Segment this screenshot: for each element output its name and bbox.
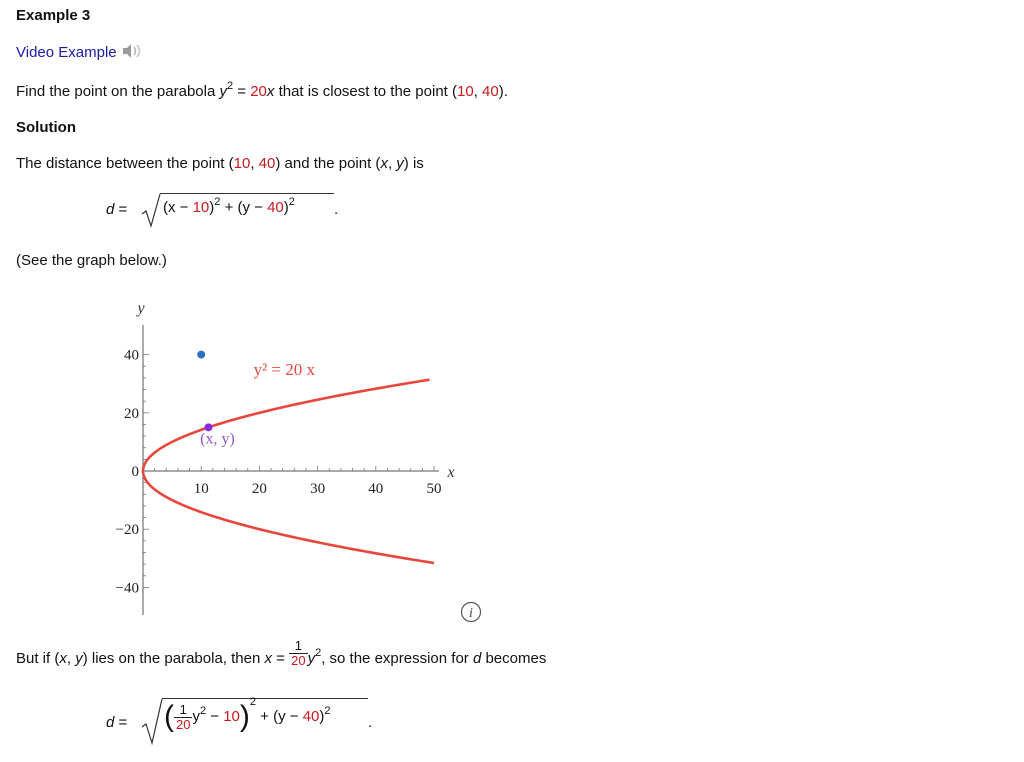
video-example-link[interactable]: Video Example [16, 44, 117, 61]
point-label: (x, y) [200, 430, 235, 448]
radical-bar-2 [162, 698, 368, 699]
x-tick-label: 10 [193, 481, 209, 497]
x-tick-label: 50 [426, 481, 442, 497]
problem-statement: Find the point on the parabola $y^2 = 20x$ that is closest to the point (10, 40). [16, 80, 508, 100]
fraction-one-twentieth: $\frac{1}{20}$ [291, 637, 306, 668]
y-tick-label: 20 [124, 405, 139, 422]
sqrt-symbol [140, 192, 162, 228]
substituted-formula: d = [106, 714, 128, 731]
distance-formula-radicand: $(x - 10)^2 + (y - 40)^2$ [163, 196, 295, 216]
formula2-period: . [368, 714, 373, 731]
distance-text: The distance between the point (10, 40) and the point (x, y) is [16, 155, 424, 172]
example-heading: Example 3 [16, 7, 91, 24]
radical-bar [160, 193, 334, 194]
distance-formula: d = [106, 201, 128, 218]
y-tick-label: 40 [124, 347, 139, 364]
svg-text:i: i [469, 606, 473, 621]
y-tick-label: 0 [131, 464, 139, 480]
y-axis-label: y [137, 300, 145, 317]
substituted-formula-radicand: ( $\frac{1}{20}$ $y^2 - 10)^2 + (y - 40)^2$ [164, 696, 331, 734]
see-graph-note: (See the graph below.) [16, 252, 167, 269]
formula1-period: . [334, 201, 339, 218]
x-tick-label: 20 [251, 481, 267, 497]
x-tick-label: 30 [310, 481, 326, 497]
curve-label: y² = 20 x [253, 359, 316, 379]
fraction-one-twentieth-2: $\frac{1}{20}$ [176, 701, 191, 732]
y-tick-label: −20 [115, 522, 139, 539]
x-axis-label: x [447, 464, 455, 481]
info-icon[interactable] [460, 601, 482, 623]
sqrt-symbol-2 [140, 697, 164, 745]
target-point [197, 351, 205, 359]
parabola-graph [90, 290, 480, 630]
speaker-icon[interactable] [122, 43, 144, 59]
parabola-substitution-text: But if (x, y) lies on the parabola, then x = $\frac{1}{20}$ $y^2$, so the expression for d becomes [16, 637, 547, 668]
video-example[interactable] [16, 43, 144, 61]
x-tick-label: 40 [368, 481, 384, 497]
solution-heading: Solution [16, 119, 76, 136]
y-tick-label: −40 [115, 580, 139, 597]
